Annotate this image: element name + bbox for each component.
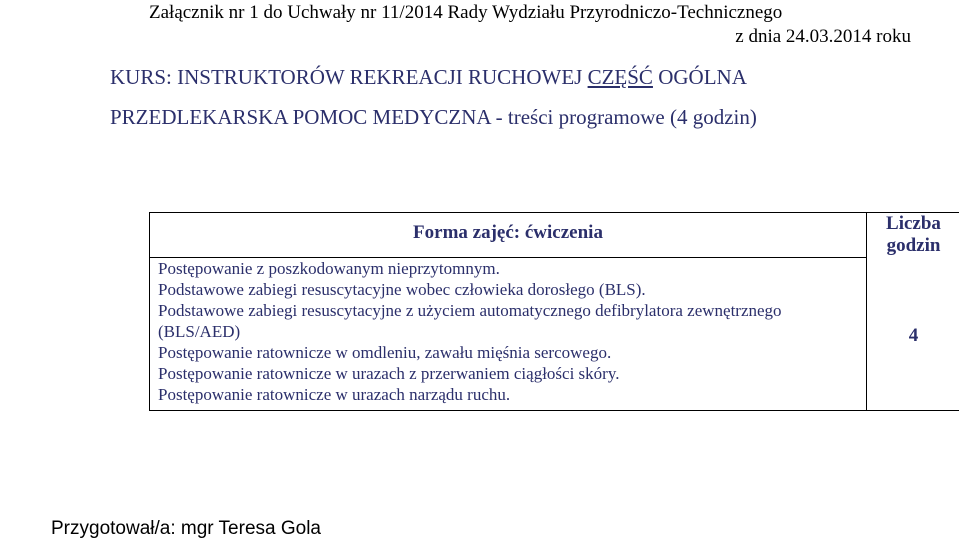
topic-item: Postępowanie z poszkodowanym nieprzytomnym. — [158, 259, 500, 279]
topic-item: Podstawowe zabiegi resuscytacyjne z użyciem automatycznego defibrylatora zewnętrznego (BLS/AED) — [158, 301, 782, 342]
topic-item: Postępowanie ratownicze w urazach z przerwaniem ciągłości skóry. — [158, 364, 620, 384]
topic-list — [150, 258, 866, 405]
attachment-header: Załącznik nr 1 do Uchwały nr 11/2014 Rady Wydziału Przyrodniczo-Technicznego — [149, 2, 783, 23]
form-header-cell — [150, 213, 867, 258]
topic-item: Postępowanie ratownicze w urazach narządu ruchu. — [158, 385, 511, 405]
course-title-underlined: CZĘŚĆ — [587, 65, 653, 89]
hours-column — [867, 213, 959, 411]
course-title-suffix: OGÓLNA — [652, 65, 747, 89]
course-title-prefix: KURS: INSTRUKTORÓW REKREACJI RUCHOWEJ — [110, 65, 588, 89]
form-value: ćwiczenia — [524, 222, 603, 243]
program-table — [149, 212, 959, 411]
attachment-date: z dnia 24.03.2014 roku — [735, 26, 911, 47]
course-subtitle: PRZEDLEKARSKA POMOC MEDYCZNA - treści programowe (4 godzin) — [110, 105, 757, 129]
topic-item: Podstawowe zabiegi resuscytacyjne wobec człowieka dorosłego (BLS). — [158, 280, 646, 300]
hours-header-line2: godzin — [886, 235, 941, 256]
topics-row — [150, 258, 959, 411]
hours-value: 4 — [908, 325, 919, 346]
prepared-by: Przygotował/a: mgr Teresa Gola — [51, 518, 321, 539]
form-heading — [150, 213, 866, 256]
topic-item: Postępowanie ratownicze w omdleniu, zawału mięśnia sercowego. — [158, 343, 612, 363]
topics-cell — [150, 258, 867, 411]
table-header-row — [150, 213, 959, 258]
hours-header-line1: Liczba — [886, 213, 941, 234]
course-title — [110, 64, 747, 90]
hours-header — [867, 213, 959, 257]
form-label: Forma zajęć: — [413, 222, 525, 243]
